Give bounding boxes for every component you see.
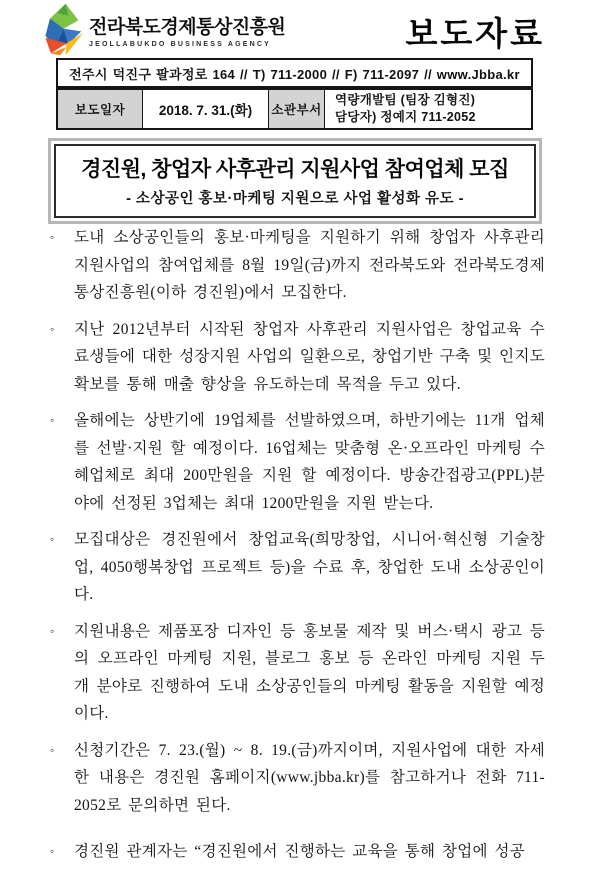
bullet-icon: ◦ <box>50 532 55 546</box>
org-name-english: JEOLLABUKDO BUSINESS AGENCY <box>89 41 272 48</box>
brand-text <box>89 12 285 48</box>
document-type-title: 보도자료 <box>405 15 545 52</box>
org-name: 전라북도경제통상진흥원 <box>89 17 286 38</box>
paragraph <box>48 618 545 728</box>
agency-brand <box>38 2 285 57</box>
paragraph <box>48 737 545 820</box>
paragraph-text: 지원내용은 제품포장 디자인 등 홍보물 제작 및 버스·택시 광고 등의 오프라인 마케팅 지원, 블로그 홍보 등 온라인 마케팅 지원 두 개 분야로 진행하여 도내 소상공인들의 마케팅 활동을 지원할 예정이다. <box>74 622 545 722</box>
contact-address-bar <box>56 58 533 88</box>
press-date-label: 보도일자 <box>58 90 142 128</box>
paragraph <box>48 224 545 307</box>
headline-box-inner <box>54 144 536 218</box>
department-value <box>325 90 531 128</box>
paragraph <box>48 526 545 609</box>
paragraph-text: 올해에는 상반기에 19업체를 선발하였으며, 하반기에는 11개 업체를 선발·지원 할 예정이다. 16업체는 맞춤형 온·오프라인 마케팅 수혜업체로 최대 200만원을 지원 할 예정이다. 방송간접광고(PPL)분야에 선정된 3업체는 최대 1200만원을 지원 받는다. <box>74 412 545 512</box>
bullet-icon: ◦ <box>50 742 55 757</box>
press-info-table <box>56 88 533 130</box>
paragraph-text: 신청기간은 7. 23.(월) ~ 8. 19.(금)까지이며, 지원사업에 대한 자세한 내용은 경진원 홈페이지(www.jbba.kr)를 참고하거나 전화 711-2052로 문의하면 된다. <box>74 741 545 814</box>
headline-box <box>48 138 542 224</box>
headline-subtitle: - 소상공인 홍보·마케팅 지원으로 사업 활성화 유도 - <box>126 191 464 207</box>
paragraph-text: 지난 2012년부터 시작된 창업자 사후관리 지원사업은 창업교육 수료생들에 대한 성장지원 사업의 일환으로, 창업기반 구축 및 인지도 확보를 통해 매출 향상을 유도하는데 목적을 두고 있다. <box>74 320 545 393</box>
bullet-icon: ◦ <box>50 321 55 336</box>
bullet-icon: ◦ <box>50 623 55 638</box>
paragraph <box>48 316 545 399</box>
press-date-value: 2018. 7. 31.(화) <box>142 90 269 128</box>
paragraph-text: 모집대상은 경진원에서 창업교육(희망창업, 시니어·혁신형 기술창업, 4050행복창업 프로젝트 등)을 수료 후, 창업한 도내 소상공인이다. <box>74 531 545 603</box>
contact-address-text: 전주시 덕진구 팔과정로 164 // T) 711-2000 // F) 711-2097 // www.Jbba.kr <box>69 66 520 82</box>
department-contact: 담당자) 정예지 711-2052 <box>335 110 476 124</box>
masthead <box>38 2 545 57</box>
paragraph-text: 도내 소상공인들의 홍보·마케팅을 지원하기 위해 창업자 사후관리 지원사업의 참여업체를 8월 19일(금)까지 전라북도와 전라북도경제통상진흥원(이하 경진원)에서 모집한다. <box>74 229 545 301</box>
bullet-icon: ◦ <box>50 413 55 427</box>
department-team: 역량개발팀 (팀장 김형진) <box>335 93 476 107</box>
headline-title: 경진원, 창업자 사후관리 지원사업 참여업체 모집 <box>81 158 509 181</box>
paragraph <box>48 838 545 866</box>
paragraph-text: 경진원 관계자는 “경진원에서 진행하는 교육을 통해 창업에 성공 <box>74 843 526 860</box>
bullet-icon: ◦ <box>50 230 55 244</box>
bullet-icon: ◦ <box>50 844 55 858</box>
article-body <box>48 224 545 875</box>
department-label: 소관부서 <box>269 90 325 128</box>
jbba-logo-icon <box>38 2 84 57</box>
paragraph <box>48 407 545 517</box>
